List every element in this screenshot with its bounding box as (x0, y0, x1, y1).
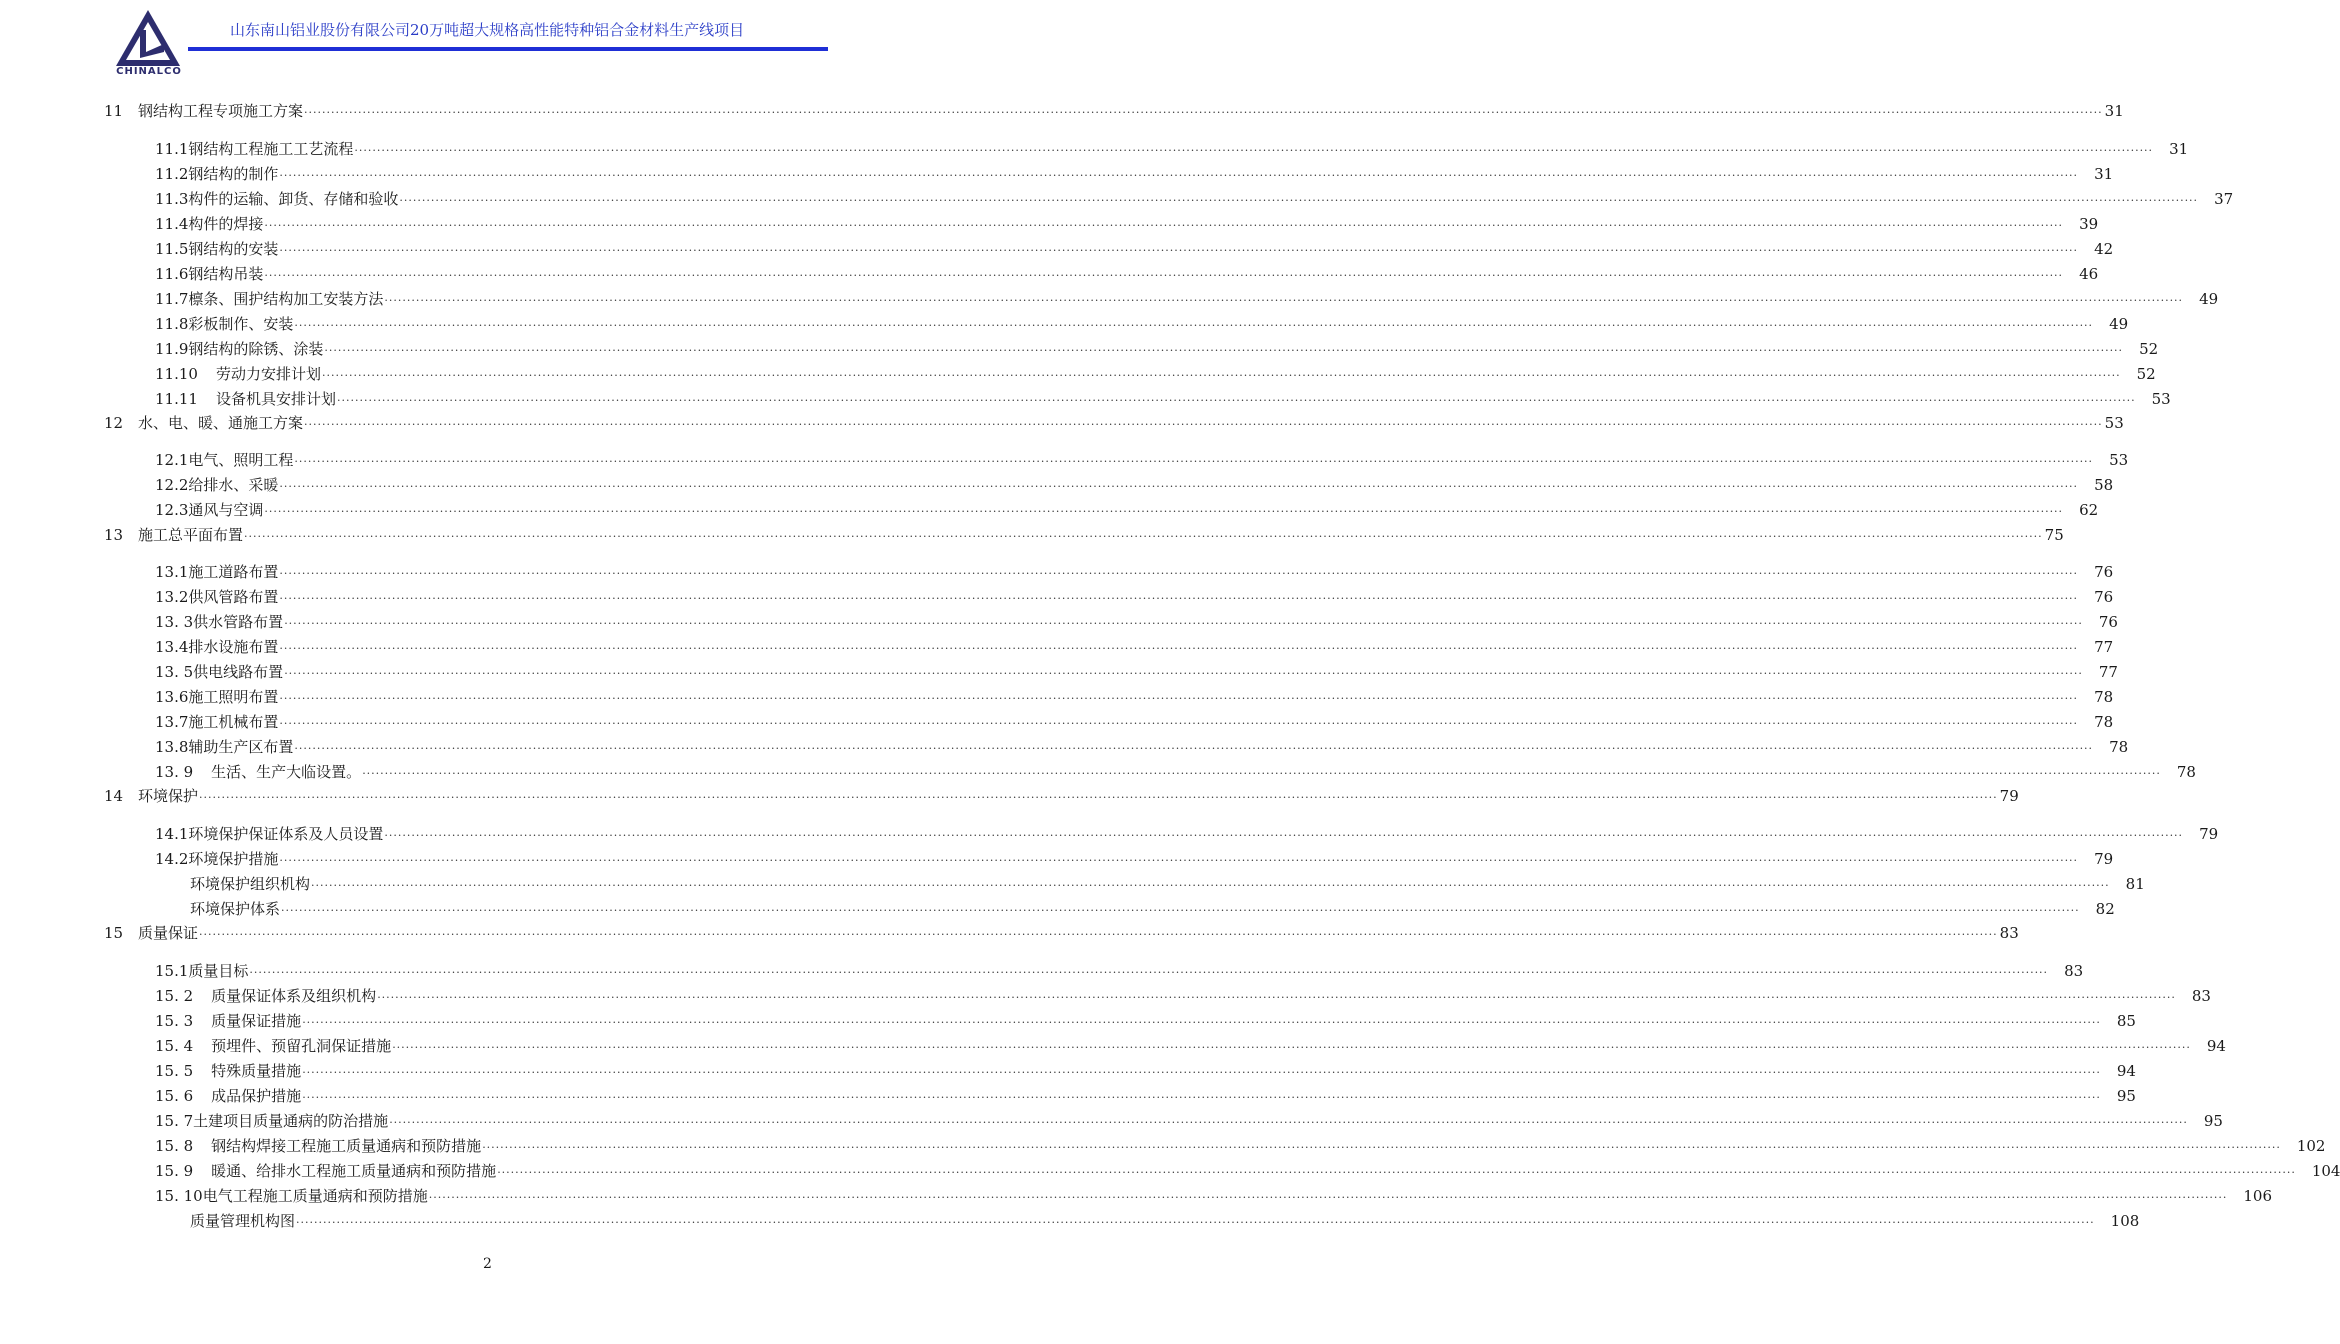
toc-page-number: 76 (2098, 613, 2118, 631)
toc-label (155, 1061, 302, 1081)
toc-entry-row[interactable] (155, 847, 2114, 869)
toc-number: 13.1 (155, 563, 189, 581)
toc-number: 11.1 (155, 140, 189, 158)
toc-page-number: 104 (2311, 1162, 2340, 1180)
toc-page-number: 76 (2094, 563, 2114, 581)
toc-leader-dots: ................................................................................................................................................................................................................................................................................................................................................................................................................ (428, 1188, 2228, 1201)
toc-page-number: 102 (2296, 1137, 2326, 1155)
toc-title: 供水管路布置 (193, 613, 284, 631)
toc-title: 环境保护体系 (190, 900, 281, 918)
toc-number: 11.5 (155, 240, 189, 258)
toc-label (155, 824, 384, 844)
toc-leader-dots: ................................................................................................................................................................................................................................................................................................................................................................................................................ (354, 141, 2154, 154)
toc-number: 11 (104, 102, 124, 120)
toc-number: 12.3 (155, 501, 189, 519)
toc-entry-row[interactable] (155, 959, 2084, 981)
toc-number: 11.11 (155, 390, 198, 408)
toc-label (155, 612, 284, 632)
toc-label (104, 101, 304, 121)
toc-label (155, 1086, 302, 1106)
toc-page-number: 81 (2125, 875, 2145, 893)
toc-entry-row[interactable] (155, 984, 2211, 1006)
toc-leader-dots: ................................................................................................................................................................................................................................................................................................................................................................................................................ (199, 925, 1998, 938)
toc-leader-dots: ................................................................................................................................................................................................................................................................................................................................................................................................................ (304, 103, 2103, 116)
toc-entry-row[interactable] (155, 660, 2118, 682)
toc-label (190, 1211, 296, 1231)
toc-title: 钢结构的安装 (188, 240, 279, 258)
toc-number: 12 (104, 414, 124, 432)
toc-leader-dots: ................................................................................................................................................................................................................................................................................................................................................................................................................ (294, 316, 2094, 329)
toc-leader-dots: ................................................................................................................................................................................................................................................................................................................................................................................................................ (389, 1113, 2188, 1126)
toc-page-number: 39 (2079, 215, 2099, 233)
toc-entry-row[interactable] (155, 362, 2156, 384)
toc-page-number: 79 (1999, 787, 2019, 805)
toc-number: 13.8 (155, 738, 189, 756)
toc-number: 12.1 (155, 451, 189, 469)
toc-label (155, 687, 279, 707)
toc-label (155, 139, 354, 159)
toc-label (155, 164, 279, 184)
toc-entry-row[interactable] (155, 448, 2129, 470)
toc-page-number: 83 (1999, 924, 2019, 942)
toc-number: 14.1 (155, 825, 189, 843)
toc-label (104, 525, 244, 545)
toc-page-number: 78 (2094, 688, 2114, 706)
toc-page-number: 42 (2094, 240, 2114, 258)
toc-number: 15 (104, 924, 124, 942)
toc-page-number: 85 (2116, 1012, 2136, 1030)
toc-page-number: 78 (2176, 763, 2196, 781)
toc-entry-row[interactable] (155, 1109, 2223, 1131)
toc-number: 11.4 (155, 215, 189, 233)
toc-title: 施工总平面布置 (138, 526, 244, 544)
toc-entry-row[interactable] (155, 187, 2234, 209)
toc-number: 15. 7 (155, 1112, 194, 1130)
toc-leader-dots: ................................................................................................................................................................................................................................................................................................................................................................................................................ (279, 564, 2079, 577)
toc-number: 13. 3 (155, 613, 194, 631)
toc-leader-dots: ................................................................................................................................................................................................................................................................................................................................................................................................................ (294, 739, 2094, 752)
toc-title: 质量管理机构图 (190, 1212, 296, 1230)
toc-title: 环境保护措施 (188, 850, 279, 868)
toc-number: 11.2 (155, 165, 189, 183)
toc-title: 水、电、暖、通施工方案 (138, 414, 304, 432)
toc-title: 生活、生产大临设置。 (211, 763, 362, 781)
toc-page-number: 106 (2243, 1187, 2273, 1205)
toc-entry-row[interactable] (155, 1034, 2226, 1056)
toc-page-number: 62 (2079, 501, 2099, 519)
toc-chapter-row[interactable] (104, 523, 2064, 545)
toc-page-number: 95 (2116, 1087, 2136, 1105)
toc-leader-dots: ................................................................................................................................................................................................................................................................................................................................................................................................................ (284, 664, 2083, 677)
toc-page-number: 31 (2104, 102, 2124, 120)
toc-entry-row[interactable] (155, 212, 2099, 234)
toc-leader-dots: ................................................................................................................................................................................................................................................................................................................................................................................................................ (324, 341, 2124, 354)
toc-number: 15. 6 (155, 1087, 194, 1105)
toc-number: 13.7 (155, 713, 189, 731)
toc-entry-row[interactable] (155, 473, 2114, 495)
toc-number: 15.1 (155, 962, 189, 980)
toc-title: 土建项目质量通病的防治措施 (193, 1112, 389, 1130)
toc-number: 15. 4 (155, 1037, 194, 1055)
toc-number: 11.9 (155, 340, 189, 358)
toc-entry-row[interactable] (190, 1209, 2140, 1231)
toc-title: 钢结构工程施工工艺流程 (188, 140, 354, 158)
toc-label (155, 1036, 392, 1056)
toc-label (155, 500, 264, 520)
toc-entry-row[interactable] (155, 1134, 2326, 1156)
toc-entry-row[interactable] (155, 685, 2114, 707)
toc-label (104, 923, 199, 943)
toc-entry-row[interactable] (155, 710, 2114, 732)
toc-leader-dots: ................................................................................................................................................................................................................................................................................................................................................................................................................ (302, 1088, 2101, 1101)
toc-title: 钢结构吊装 (188, 265, 264, 283)
toc-entry-row[interactable] (155, 312, 2129, 334)
toc-label (155, 364, 322, 384)
toc-number: 15. 5 (155, 1062, 194, 1080)
toc-leader-dots: ................................................................................................................................................................................................................................................................................................................................................................................................................ (244, 527, 2043, 540)
toc-leader-dots: ................................................................................................................................................................................................................................................................................................................................................................................................................ (296, 1213, 2095, 1226)
toc-page-number: 95 (2203, 1112, 2223, 1130)
toc-label (190, 874, 311, 894)
toc-entry-row[interactable] (155, 560, 2114, 582)
toc-entry-row[interactable] (155, 162, 2114, 184)
toc-label (155, 339, 324, 359)
toc-leader-dots: ................................................................................................................................................................................................................................................................................................................................................................................................................ (279, 241, 2079, 254)
toc-entry-row[interactable] (155, 337, 2159, 359)
toc-leader-dots: ................................................................................................................................................................................................................................................................................................................................................................................................................ (321, 366, 2121, 379)
toc-title: 构件的运输、卸货、存储和验收 (188, 190, 399, 208)
toc-leader-dots: ................................................................................................................................................................................................................................................................................................................................................................................................................ (279, 639, 2079, 652)
toc-entry-row[interactable] (155, 137, 2189, 159)
toc-number: 11.7 (155, 290, 189, 308)
toc-leader-dots: ................................................................................................................................................................................................................................................................................................................................................................................................................ (264, 216, 2064, 229)
toc-page-number: 83 (2191, 987, 2211, 1005)
toc-number: 11.10 (155, 365, 198, 383)
toc-page-number: 78 (2109, 738, 2129, 756)
toc-title: 环境保护组织机构 (190, 875, 311, 893)
toc-page-number: 82 (2095, 900, 2115, 918)
toc-page-number: 77 (2098, 663, 2118, 681)
toc-label (155, 662, 284, 682)
toc-page-number: 58 (2094, 476, 2114, 494)
toc-leader-dots: ................................................................................................................................................................................................................................................................................................................................................................................................................ (336, 391, 2136, 404)
toc-number: 13. 5 (155, 663, 194, 681)
toc-entry-row[interactable] (155, 760, 2196, 782)
toc-title: 排水设施布置 (188, 638, 279, 656)
toc-number: 13.4 (155, 638, 189, 656)
toc-leader-dots: ................................................................................................................................................................................................................................................................................................................................................................................................................ (279, 689, 2079, 702)
toc-leader-dots: ................................................................................................................................................................................................................................................................................................................................................................................................................ (304, 415, 2103, 428)
logo-text: CHINALCO (116, 66, 182, 77)
toc-title: 钢结构的制作 (188, 165, 279, 183)
toc-title: 质量保证体系及组织机构 (211, 987, 377, 1005)
toc-label (104, 786, 199, 806)
toc-entry-row[interactable] (155, 1184, 2273, 1206)
toc-entry-row[interactable] (155, 498, 2099, 520)
toc-page-number: 37 (2214, 190, 2234, 208)
toc-page-number: 52 (2136, 365, 2156, 383)
toc-page-number: 77 (2094, 638, 2114, 656)
toc-entry-row[interactable] (155, 387, 2171, 409)
toc-title: 钢结构焊接工程施工质量通病和预防措施 (211, 1137, 482, 1155)
toc-leader-dots: ................................................................................................................................................................................................................................................................................................................................................................................................................ (264, 502, 2064, 515)
toc-title: 电气、照明工程 (188, 451, 294, 469)
toc-leader-dots: ................................................................................................................................................................................................................................................................................................................................................................................................................ (279, 477, 2079, 490)
toc-page-number: 78 (2094, 713, 2114, 731)
toc-label (155, 1111, 389, 1131)
toc-page-number: 75 (2044, 526, 2064, 544)
toc-leader-dots: ................................................................................................................................................................................................................................................................................................................................................................................................................ (384, 291, 2184, 304)
toc-number: 11.8 (155, 315, 189, 333)
toc-leader-dots: ................................................................................................................................................................................................................................................................................................................................................................................................................ (399, 191, 2199, 204)
toc-title: 给排水、采暖 (188, 476, 279, 494)
toc-title: 供电线路布置 (193, 663, 284, 681)
toc-page-number: 108 (2110, 1212, 2140, 1230)
toc-title: 特殊质量措施 (211, 1062, 302, 1080)
toc-label (155, 762, 362, 782)
toc-label (155, 289, 384, 309)
toc-label (155, 239, 279, 259)
toc-number: 11.3 (155, 190, 189, 208)
toc-entry-row[interactable] (155, 262, 2099, 284)
toc-leader-dots: ................................................................................................................................................................................................................................................................................................................................................................................................................ (264, 266, 2064, 279)
toc-page-number: 46 (2079, 265, 2099, 283)
toc-title: 质量保证 (138, 924, 199, 942)
toc-leader-dots: ................................................................................................................................................................................................................................................................................................................................................................................................................ (302, 1013, 2101, 1026)
toc-label (155, 189, 399, 209)
toc-title: 施工道路布置 (188, 563, 279, 581)
toc-leader-dots: ................................................................................................................................................................................................................................................................................................................................................................................................................ (279, 714, 2079, 727)
toc-leader-dots: ................................................................................................................................................................................................................................................................................................................................................................................................................ (279, 166, 2079, 179)
toc-title: 檩条、围护结构加工安装方法 (188, 290, 384, 308)
toc-label (155, 264, 264, 284)
toc-number: 13.2 (155, 588, 189, 606)
toc-entry-row[interactable] (155, 237, 2114, 259)
toc-number: 15. 2 (155, 987, 194, 1005)
toc-entry-row[interactable] (155, 635, 2114, 657)
toc-leader-dots: ................................................................................................................................................................................................................................................................................................................................................................................................................ (302, 1063, 2101, 1076)
toc-title: 质量目标 (188, 962, 249, 980)
toc-chapter-row[interactable] (104, 99, 2124, 121)
toc-entry-row[interactable] (155, 287, 2219, 309)
toc-label (155, 1186, 429, 1206)
toc-label (155, 314, 294, 334)
toc-label (155, 450, 294, 470)
toc-leader-dots: ................................................................................................................................................................................................................................................................................................................................................................................................................ (384, 826, 2184, 839)
toc-entry-row[interactable] (190, 872, 2145, 894)
toc-entry-row[interactable] (155, 610, 2118, 632)
toc-number: 15. 10 (155, 1187, 203, 1205)
toc-number: 14 (104, 787, 124, 805)
toc-page-number: 79 (2199, 825, 2219, 843)
toc-page-number: 53 (2104, 414, 2124, 432)
toc-entry-row[interactable] (155, 1009, 2136, 1031)
header-title: 山东南山铝业股份有限公司20万吨超大规格高性能特种铝合金材料生产线项目 (230, 21, 745, 39)
toc-title: 预埋件、预留孔洞保证措施 (211, 1037, 392, 1055)
toc-entry-row[interactable] (190, 897, 2115, 919)
toc-page-number: 53 (2109, 451, 2129, 469)
toc-label (155, 637, 279, 657)
toc-title: 钢结构的除锈、涂装 (188, 340, 324, 358)
toc-number: 13.6 (155, 688, 189, 706)
toc-leader-dots: ................................................................................................................................................................................................................................................................................................................................................................................................................ (392, 1038, 2191, 1051)
toc-label (155, 712, 279, 732)
toc-leader-dots: ................................................................................................................................................................................................................................................................................................................................................................................................................ (281, 901, 2080, 914)
toc-page-number: 49 (2199, 290, 2219, 308)
toc-title: 施工照明布置 (188, 688, 279, 706)
toc-title: 通风与空调 (188, 501, 264, 519)
toc-leader-dots: ................................................................................................................................................................................................................................................................................................................................................................................................................ (482, 1138, 2281, 1151)
toc-page-number: 94 (2116, 1062, 2136, 1080)
toc-label (155, 1011, 302, 1031)
toc-title: 环境保护 (138, 787, 199, 805)
toc-label (155, 587, 279, 607)
toc-chapter-row[interactable] (104, 411, 2124, 433)
page-number: 2 (483, 1256, 492, 1272)
toc-number: 12.2 (155, 476, 189, 494)
toc-entry-row[interactable] (155, 1059, 2136, 1081)
toc-number: 13 (104, 526, 124, 544)
toc-number: 15. 8 (155, 1137, 194, 1155)
toc-page-number: 31 (2169, 140, 2189, 158)
toc-chapter-row[interactable] (104, 921, 2019, 943)
toc-leader-dots: ................................................................................................................................................................................................................................................................................................................................................................................................................ (279, 589, 2079, 602)
toc-number: 15. 9 (155, 1162, 194, 1180)
toc-title: 暖通、给排水工程施工质量通病和预防措施 (211, 1162, 497, 1180)
toc-entry-row[interactable] (155, 585, 2114, 607)
toc-entry-row[interactable] (155, 822, 2219, 844)
toc-number: 15. 3 (155, 1012, 194, 1030)
toc-number: 13. 9 (155, 763, 194, 781)
toc-label (155, 961, 249, 981)
toc-page-number: 53 (2151, 390, 2171, 408)
toc-leader-dots: ................................................................................................................................................................................................................................................................................................................................................................................................................ (362, 764, 2161, 777)
toc-title: 设备机具安排计划 (215, 390, 336, 408)
toc-page-number: 31 (2094, 165, 2114, 183)
toc-leader-dots: ................................................................................................................................................................................................................................................................................................................................................................................................................ (294, 452, 2094, 465)
toc-leader-dots: ................................................................................................................................................................................................................................................................................................................................................................................................................ (497, 1163, 2296, 1176)
toc-leader-dots: ................................................................................................................................................................................................................................................................................................................................................................................................................ (199, 788, 1998, 801)
toc-label (155, 849, 279, 869)
toc-title: 电气工程施工质量通病和预防措施 (202, 1187, 428, 1205)
toc-title: 供风管路布置 (188, 588, 279, 606)
toc-title: 质量保证措施 (211, 1012, 302, 1030)
toc-label (155, 475, 279, 495)
toc-title: 成品保护措施 (211, 1087, 302, 1105)
toc-page-number: 79 (2094, 850, 2114, 868)
toc-entry-row[interactable] (155, 1084, 2136, 1106)
toc-page-number: 52 (2139, 340, 2159, 358)
toc-entry-row[interactable] (155, 1159, 2340, 1181)
toc-leader-dots: ................................................................................................................................................................................................................................................................................................................................................................................................................ (249, 963, 2049, 976)
toc-label (104, 413, 304, 433)
toc-entry-row[interactable] (155, 735, 2129, 757)
toc-title: 钢结构工程专项施工方案 (138, 102, 304, 120)
toc-title: 劳动力安排计划 (215, 365, 321, 383)
toc-title: 辅助生产区布置 (188, 738, 294, 756)
toc-label (155, 562, 279, 582)
toc-label (155, 1161, 497, 1181)
toc-leader-dots: ................................................................................................................................................................................................................................................................................................................................................................................................................ (311, 876, 2110, 889)
toc-label (155, 389, 337, 409)
toc-title: 彩板制作、安装 (188, 315, 294, 333)
toc-chapter-row[interactable] (104, 784, 2019, 806)
toc-leader-dots: ................................................................................................................................................................................................................................................................................................................................................................................................................ (377, 988, 2176, 1001)
toc-page-number: 49 (2109, 315, 2129, 333)
toc-label (155, 214, 264, 234)
toc-page-number: 76 (2094, 588, 2114, 606)
toc-page-number: 94 (2206, 1037, 2226, 1055)
toc-title: 构件的焊接 (188, 215, 264, 233)
toc-title: 施工机械布置 (188, 713, 279, 731)
toc-leader-dots: ................................................................................................................................................................................................................................................................................................................................................................................................................ (279, 851, 2079, 864)
toc-title: 环境保护保证体系及人员设置 (188, 825, 384, 843)
toc-page-number: 83 (2064, 962, 2084, 980)
toc-leader-dots: ................................................................................................................................................................................................................................................................................................................................................................................................................ (284, 614, 2083, 627)
toc-label (155, 986, 377, 1006)
toc-label (155, 1136, 482, 1156)
toc-number: 14.2 (155, 850, 189, 868)
toc-label (155, 737, 294, 757)
toc-number: 11.6 (155, 265, 189, 283)
toc-label (190, 899, 281, 919)
